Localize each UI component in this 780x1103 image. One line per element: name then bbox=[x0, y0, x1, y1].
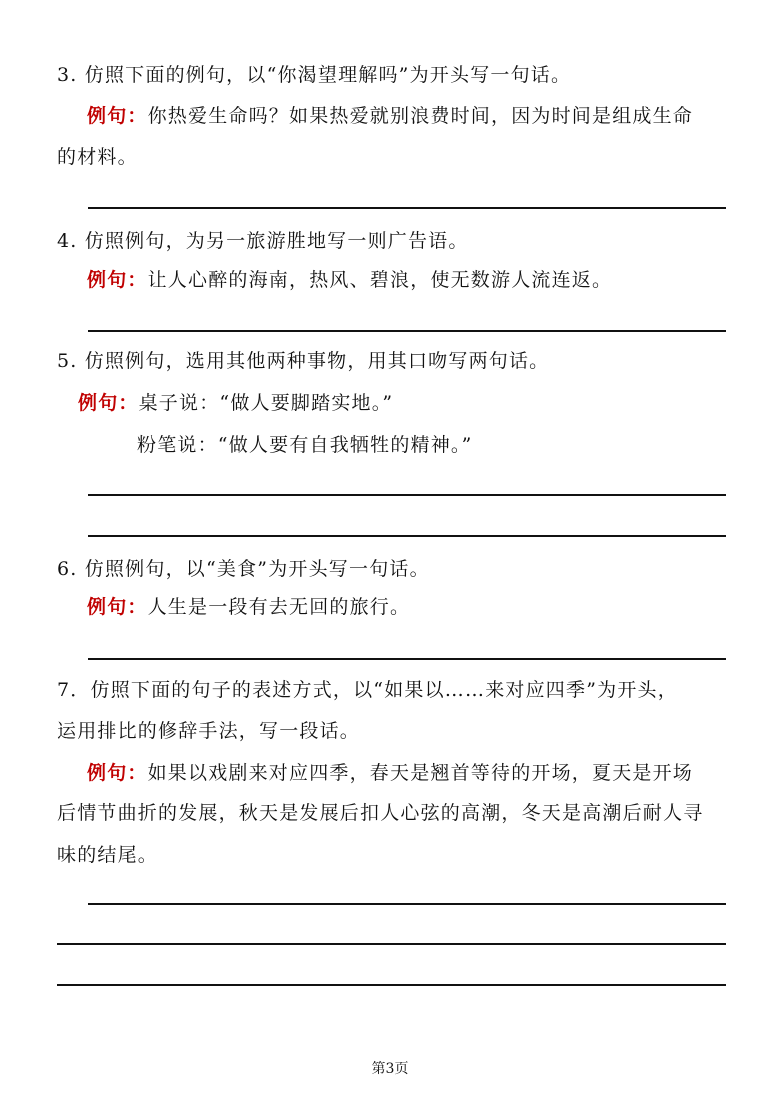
q3-example-cont: 的材料。 bbox=[57, 146, 138, 168]
answer-line[interactable] bbox=[88, 658, 726, 660]
answer-line[interactable] bbox=[88, 330, 726, 332]
q4-prompt: 4. 仿照例句，为另一旅游胜地写一则广告语。 bbox=[57, 230, 469, 252]
answer-line[interactable] bbox=[88, 494, 726, 496]
q6-example-text: 人生是一段有去无回的旅行。 bbox=[147, 596, 411, 618]
q5-example bbox=[78, 390, 393, 416]
q6-prompt: 6. 仿照例句，以“美食”为开头写一句话。 bbox=[57, 558, 430, 580]
example-label: 例句： bbox=[78, 392, 139, 414]
q7-prompt-cont: 运用排比的修辞手法，写一段话。 bbox=[57, 720, 361, 742]
q4-example-text: 让人心醉的海南，热风、碧浪，使无数游人流连返。 bbox=[147, 269, 613, 291]
answer-line[interactable] bbox=[88, 903, 726, 905]
page-number: 第3页 bbox=[371, 1061, 409, 1077]
example-label: 例句： bbox=[87, 762, 148, 784]
answer-line[interactable] bbox=[88, 207, 726, 209]
q3-prompt: 3. 仿照下面的例句，以“你渴望理解吗”为开头写一句话。 bbox=[57, 64, 572, 86]
example-label: 例句： bbox=[87, 596, 148, 618]
q5-example-cont: 粉笔说：“做人要有自我牺牲的精神。” bbox=[137, 434, 473, 456]
q5-prompt: 5. 仿照例句，选用其他两种事物，用其口吻写两句话。 bbox=[57, 350, 550, 372]
q3-example-text: 你热爱生命吗？如果热爱就别浪费时间，因为时间是组成生命 bbox=[147, 105, 694, 127]
example-label: 例句： bbox=[87, 269, 148, 291]
q4-example bbox=[87, 267, 612, 293]
q5-example-text: 桌子说：“做人要脚踏实地。” bbox=[138, 392, 394, 414]
q7-example-text: 如果以戏剧来对应四季，春天是翘首等待的开场，夏天是开场 bbox=[147, 762, 694, 784]
q7-prompt: 7．仿照下面的句子的表述方式，以“如果以……来对应四季”为开头， bbox=[57, 679, 678, 701]
example-label: 例句： bbox=[87, 105, 148, 127]
answer-line[interactable] bbox=[57, 943, 726, 945]
q7-example-cont2: 味的结尾。 bbox=[57, 844, 159, 866]
q7-example-cont: 后情节曲折的发展，秋天是发展后扣人心弦的高潮，冬天是高潮后耐人寻 bbox=[57, 802, 704, 824]
q3-example bbox=[87, 103, 693, 129]
answer-line[interactable] bbox=[88, 535, 726, 537]
answer-line[interactable] bbox=[57, 984, 726, 986]
q7-example bbox=[87, 760, 693, 786]
q6-example bbox=[87, 594, 410, 620]
